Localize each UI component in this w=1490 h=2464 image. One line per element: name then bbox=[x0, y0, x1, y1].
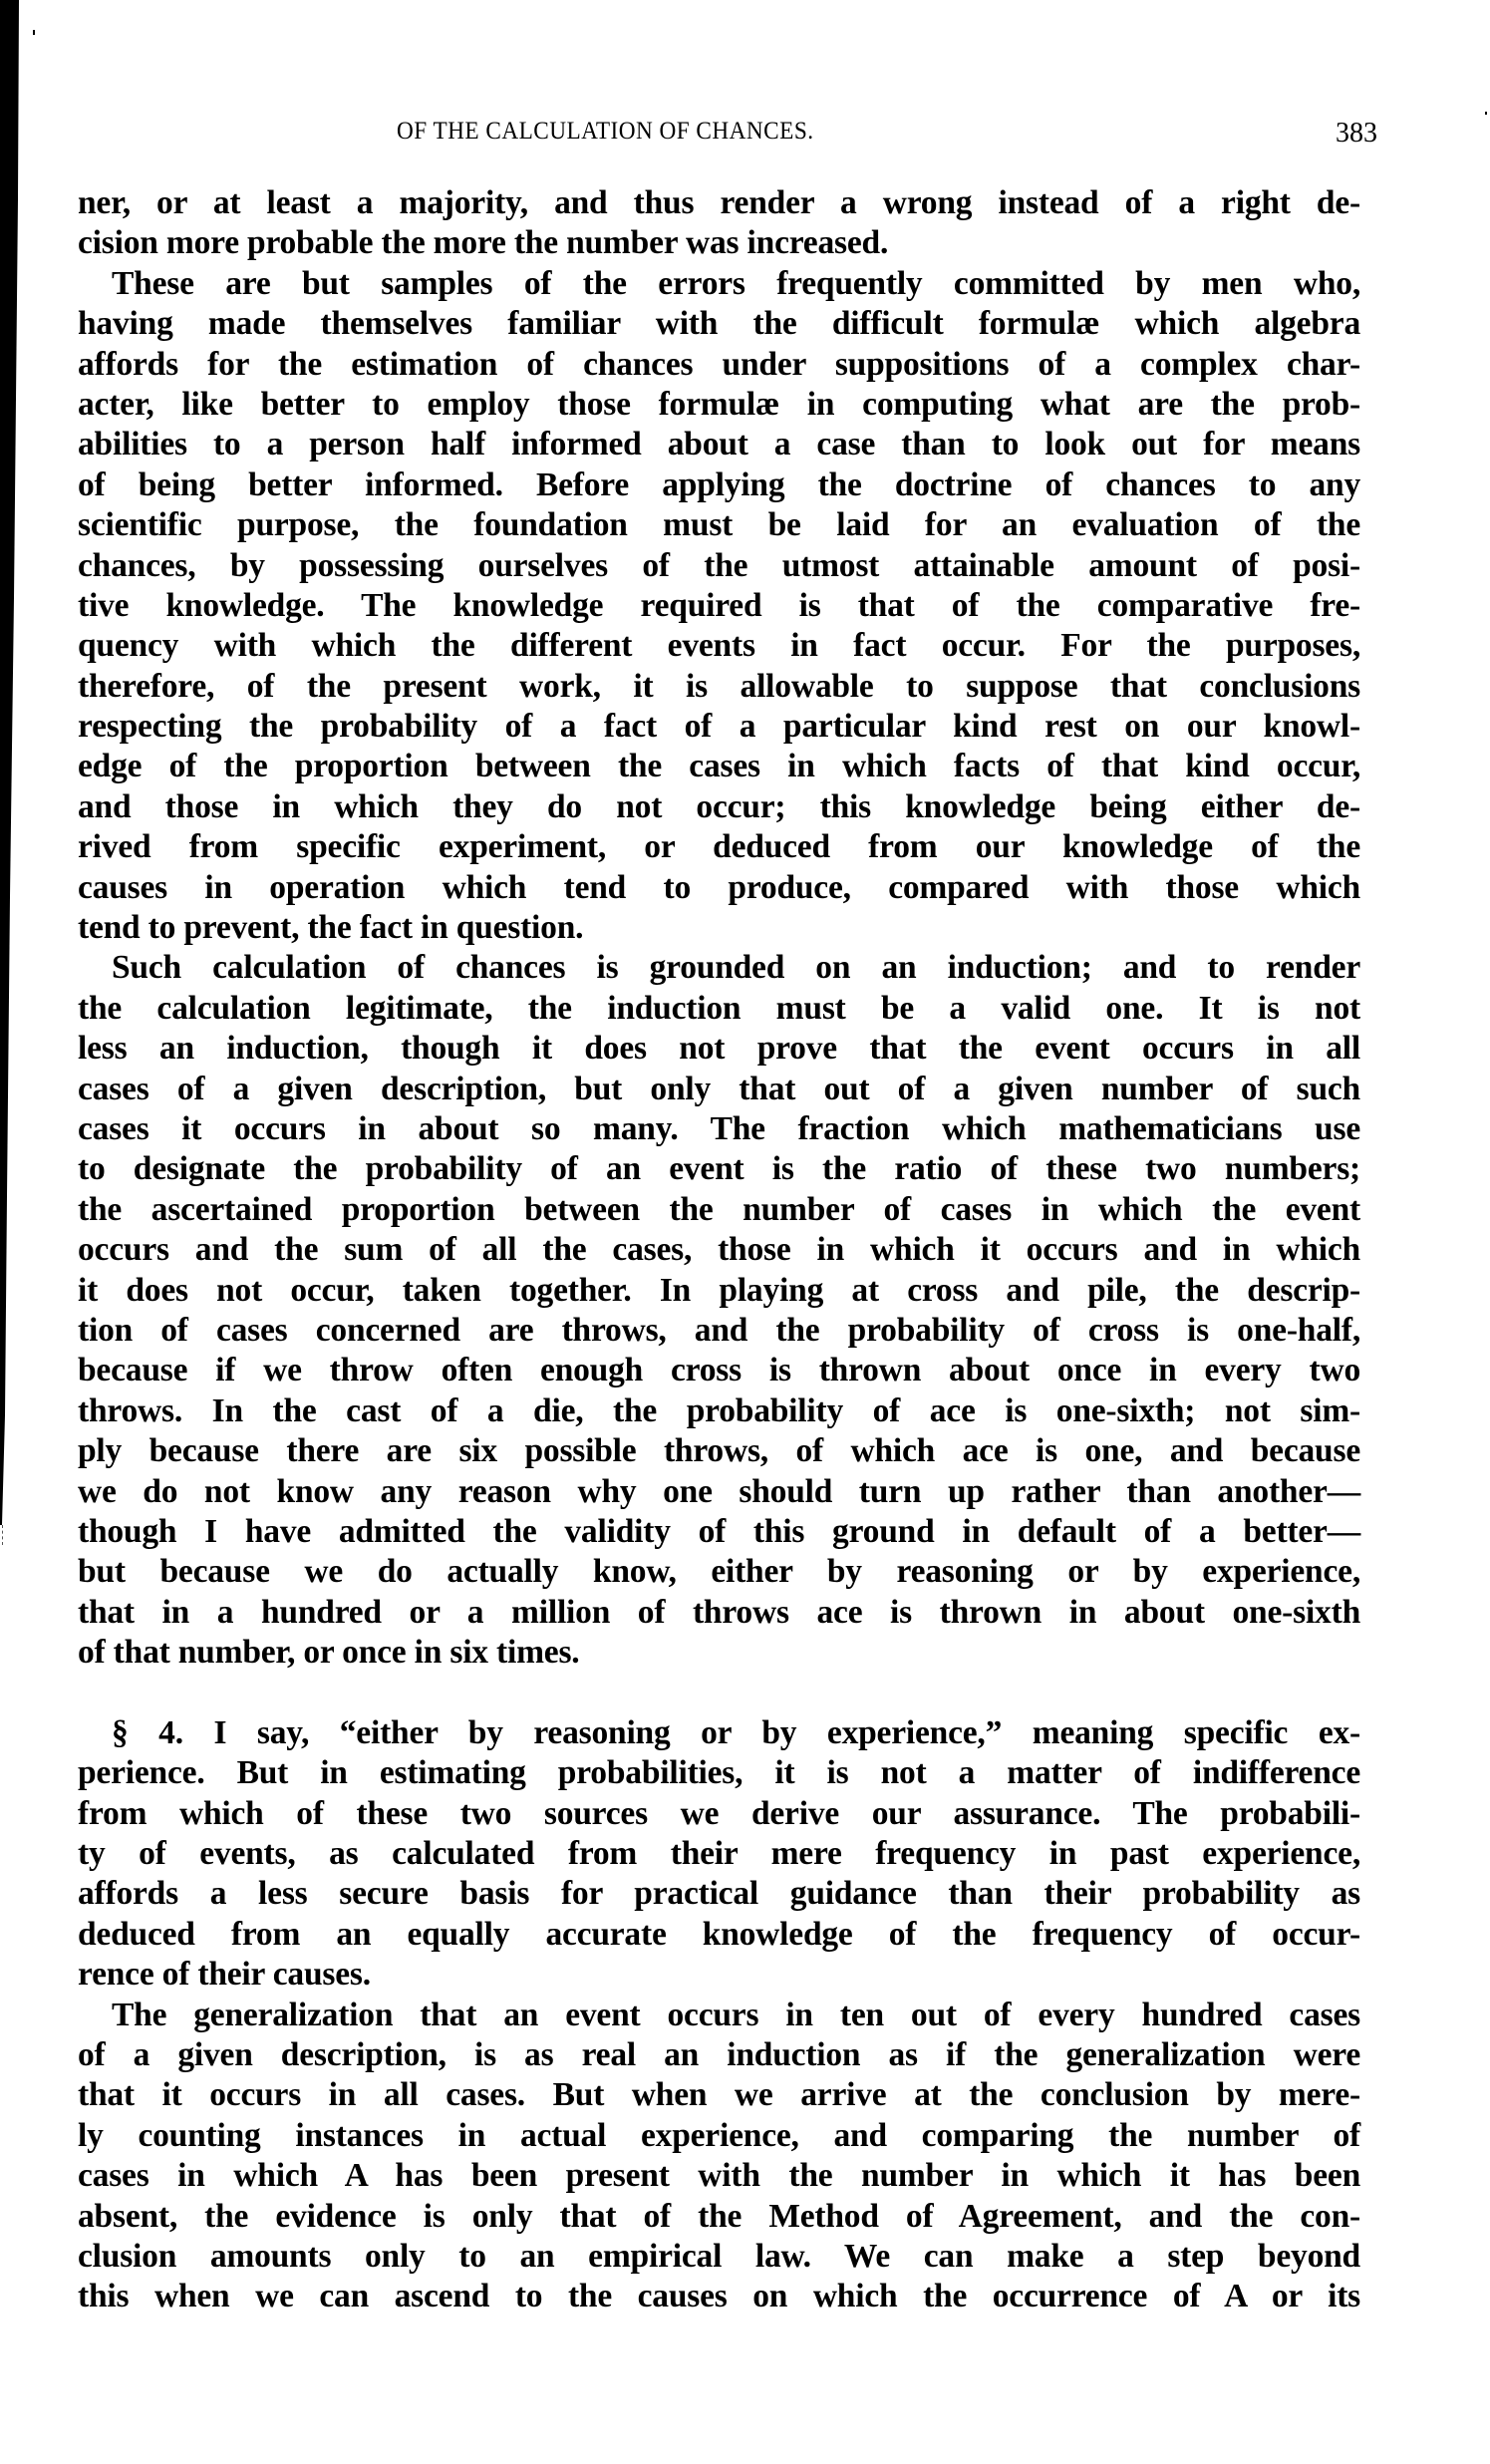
text-line: rived from specific experiment, or deduced from our knowledge of the bbox=[78, 828, 1360, 866]
text-line: occurs and the sum of all the cases, those in which it occurs and in which bbox=[78, 1231, 1360, 1269]
page-binding-dash bbox=[2, 1525, 4, 1545]
text-line: perience. But in estimating probabilities, it is not a matter of indifference bbox=[78, 1754, 1360, 1792]
text-line: and those in which they do not occur; this knowledge being either de- bbox=[78, 787, 1360, 825]
text-line: that it occurs in all cases. But when we arrive at the conclusion by mere- bbox=[78, 2076, 1360, 2114]
text-line: but because we do actually know, either by reasoning or by experience, bbox=[78, 1553, 1360, 1591]
text-line: of that number, or once in six times. bbox=[78, 1634, 580, 1672]
text-line: § 4. I say, “either by reasoning or by experience,” meaning specific ex- bbox=[112, 1713, 1360, 1751]
text-line: ner, or at least a majority, and thus render a wrong instead of a right de- bbox=[78, 184, 1360, 221]
section-gap bbox=[78, 1673, 1360, 1712]
text-line: The generalization that an event occurs in ten out of every hundred cases bbox=[112, 1996, 1360, 2033]
text-line: rence of their causes. bbox=[78, 1956, 371, 1994]
text-line: having made themselves familiar with the difficult formulæ which algebra bbox=[78, 305, 1360, 343]
text-line: chances, by possessing ourselves of the utmost attainable amount of posi- bbox=[78, 546, 1360, 584]
paragraph bbox=[78, 264, 1360, 949]
text-line: cases of a given description, but only that out of a given number of such bbox=[78, 1070, 1360, 1107]
text-line: clusion amounts only to an empirical law. We can make a step beyond bbox=[78, 2237, 1360, 2275]
text-line: it does not occur, taken together. In playing at cross and pile, the descrip- bbox=[78, 1271, 1360, 1309]
text-line: because if we throw often enough cross is thrown about once in every two bbox=[78, 1352, 1360, 1389]
text-line: absent, the evidence is only that of the Method of Agreement, and the con- bbox=[78, 2197, 1360, 2235]
text-line: quency with which the different events in fact occur. For the purposes, bbox=[78, 627, 1360, 665]
text-line: causes in operation which tend to produce, compared with those which bbox=[78, 868, 1360, 906]
text-line: ly counting instances in actual experience, and comparing the number of bbox=[78, 2116, 1360, 2154]
text-line: ply because there are six possible throws, of which ace is one, and because bbox=[78, 1432, 1360, 1470]
text-line: tion of cases concerned are throws, and the probability of cross is one-half, bbox=[78, 1311, 1360, 1349]
scan-speck bbox=[33, 30, 35, 35]
text-line: cases in which A has been present with the number in which it has been bbox=[78, 2157, 1360, 2195]
text-line: this when we can ascend to the causes on which the occurrence of A or its bbox=[78, 2278, 1360, 2315]
text-line: affords for the estimation of chances under suppositions of a complex char- bbox=[78, 345, 1360, 383]
text-line: less an induction, though it does not prove that the event occurs in all bbox=[78, 1030, 1360, 1068]
text-line: the calculation legitimate, the induction must be a valid one. It is not bbox=[78, 989, 1360, 1027]
page-binding-edge bbox=[0, 0, 20, 1535]
text-line: Such calculation of chances is grounded on an induction; and to render bbox=[112, 949, 1360, 987]
paragraph bbox=[78, 948, 1360, 1673]
text-line: tive knowledge. The knowledge required is that of the comparative fre- bbox=[78, 586, 1360, 624]
text-line: abilities to a person half informed about a case than to look out for means bbox=[78, 426, 1360, 463]
text-line: ty of events, as calculated from their mere frequency in past experience, bbox=[78, 1835, 1360, 1873]
text-line: acter, like better to employ those formulæ in computing what are the prob- bbox=[78, 385, 1360, 423]
text-line: affords a less secure basis for practical guidance than their probability as bbox=[78, 1875, 1360, 1913]
text-line: respecting the probability of a fact of a particular kind rest on our knowl- bbox=[78, 708, 1360, 746]
text-line: to designate the probability of an event is the ratio of these two numbers; bbox=[78, 1150, 1360, 1188]
text-line: cision more probable the more the number was increased. bbox=[78, 224, 889, 262]
text-line: therefore, of the present work, it is allowable to suppose that conclusions bbox=[78, 667, 1360, 705]
text-line: tend to prevent, the fact in question. bbox=[78, 909, 584, 947]
scan-speck bbox=[1485, 112, 1487, 115]
body-text bbox=[78, 183, 1360, 2317]
text-line: edge of the proportion between the cases in which facts of that kind occur, bbox=[78, 748, 1360, 785]
text-line: These are but samples of the errors frequently committed by men who, bbox=[112, 264, 1360, 302]
text-line: of a given description, is as real an induction as if the generalization were bbox=[78, 2035, 1360, 2073]
page-number: 383 bbox=[1336, 118, 1377, 149]
text-line: from which of these two sources we derive our assurance. The probabili- bbox=[78, 1794, 1360, 1832]
text-line: though I have admitted the validity of this ground in default of a better— bbox=[78, 1512, 1360, 1550]
text-line: of being better informed. Before applying the doctrine of chances to any bbox=[78, 465, 1360, 503]
text-line: the ascertained proportion between the number of cases in which the event bbox=[78, 1190, 1360, 1228]
paragraph bbox=[78, 1996, 1360, 2317]
text-line: cases it occurs in about so many. The fraction which mathematicians use bbox=[78, 1109, 1360, 1147]
text-line: scientific purpose, the foundation must be laid for an evaluation of the bbox=[78, 506, 1360, 544]
text-line: we do not know any reason why one should turn up rather than another— bbox=[78, 1472, 1360, 1510]
paragraph bbox=[78, 183, 1360, 264]
text-line: deduced from an equally accurate knowledge of the frequency of occur- bbox=[78, 1915, 1360, 1953]
text-line: throws. In the cast of a die, the probability of ace is one-sixth; not sim- bbox=[78, 1391, 1360, 1429]
running-head-title: OF THE CALCULATION OF CHANCES. bbox=[397, 118, 814, 145]
text-line: that in a hundred or a million of throws ace is thrown in about one-sixth bbox=[78, 1593, 1360, 1631]
section-paragraph bbox=[78, 1713, 1360, 1996]
